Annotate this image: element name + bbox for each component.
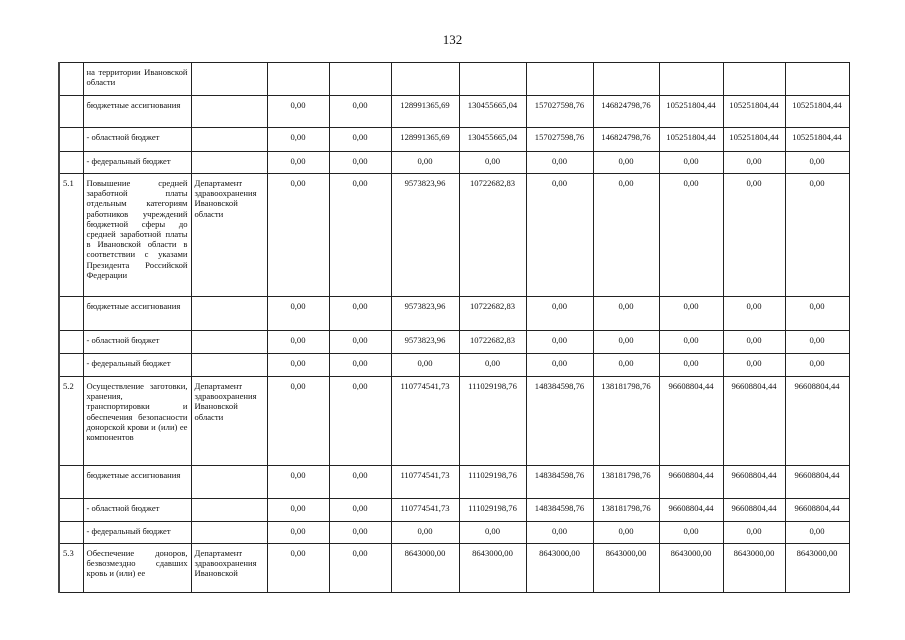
executor <box>191 522 267 544</box>
item-name: - федеральный бюджет <box>83 522 191 544</box>
amount-cell <box>593 63 659 96</box>
amount-cell: 105251804,44 <box>723 96 785 128</box>
table-row <box>59 174 849 297</box>
amount-cell <box>329 63 391 96</box>
amount-cell: 0,00 <box>659 297 723 331</box>
table-row <box>59 128 849 152</box>
amount-cell: 0,00 <box>459 522 526 544</box>
item-name: на территории Ивановской области <box>83 63 191 96</box>
amount-cell: 0,00 <box>659 522 723 544</box>
amount-cell: 0,00 <box>329 499 391 522</box>
amount-cell: 130455665,04 <box>459 128 526 152</box>
amount-cell: 146824798,76 <box>593 128 659 152</box>
item-name: Повышение средней заработной платы отдельным категориям работников учреждений бюджетной сферы до средней заработной платы в Ивановской области в соответствии с указами Президента Российской Федерации <box>83 174 191 297</box>
amount-cell: 0,00 <box>391 522 459 544</box>
amount-cell: 0,00 <box>329 466 391 499</box>
item-number: 5.1 <box>59 174 83 297</box>
amount-cell: 0,00 <box>593 297 659 331</box>
amount-cell: 10722682,83 <box>459 331 526 354</box>
amount-cell: 8643000,00 <box>723 544 785 593</box>
executor <box>191 354 267 377</box>
amount-cell: 0,00 <box>526 354 593 377</box>
amount-cell: 0,00 <box>267 544 329 593</box>
amount-cell: 138181798,76 <box>593 377 659 466</box>
page-number: 132 <box>442 32 463 47</box>
amount-cell <box>526 63 593 96</box>
table-row <box>59 96 849 128</box>
amount-cell <box>659 63 723 96</box>
table-row <box>59 522 849 544</box>
amount-cell: 0,00 <box>329 152 391 174</box>
amount-cell: 8643000,00 <box>391 544 459 593</box>
item-name: - областной бюджет <box>83 331 191 354</box>
amount-cell: 146824798,76 <box>593 96 659 128</box>
amount-cell: 0,00 <box>593 354 659 377</box>
table-row <box>59 152 849 174</box>
amount-cell: 148384598,76 <box>526 377 593 466</box>
amount-cell: 157027598,76 <box>526 128 593 152</box>
amount-cell: 128991365,69 <box>391 128 459 152</box>
executor: Департамент здравоохранения Ивановской области <box>191 174 267 297</box>
amount-cell: 8643000,00 <box>593 544 659 593</box>
amount-cell <box>391 63 459 96</box>
amount-cell: 0,00 <box>723 174 785 297</box>
executor: Департамент здравоохранения Ивановской области <box>191 377 267 466</box>
amount-cell: 0,00 <box>267 152 329 174</box>
amount-cell: 0,00 <box>526 152 593 174</box>
item-number <box>59 499 83 522</box>
item-number: 5.2 <box>59 377 83 466</box>
item-number <box>59 466 83 499</box>
table-row <box>59 331 849 354</box>
executor <box>191 297 267 331</box>
amount-cell: 0,00 <box>329 174 391 297</box>
amount-cell: 0,00 <box>785 152 849 174</box>
amount-cell: 8643000,00 <box>526 544 593 593</box>
executor <box>191 63 267 96</box>
amount-cell: 0,00 <box>723 297 785 331</box>
item-number <box>59 354 83 377</box>
amount-cell: 0,00 <box>267 128 329 152</box>
amount-cell: 105251804,44 <box>659 128 723 152</box>
amount-cell: 96608804,44 <box>785 466 849 499</box>
amount-cell: 0,00 <box>267 499 329 522</box>
amount-cell: 110774541,73 <box>391 466 459 499</box>
amount-cell <box>723 63 785 96</box>
amount-cell: 0,00 <box>593 152 659 174</box>
executor <box>191 96 267 128</box>
amount-cell: 96608804,44 <box>659 499 723 522</box>
amount-cell: 0,00 <box>723 522 785 544</box>
amount-cell: 0,00 <box>723 331 785 354</box>
table-row <box>59 297 849 331</box>
amount-cell: 0,00 <box>391 152 459 174</box>
amount-cell: 10722682,83 <box>459 174 526 297</box>
amount-cell: 0,00 <box>267 522 329 544</box>
amount-cell: 0,00 <box>593 331 659 354</box>
amount-cell: 0,00 <box>459 354 526 377</box>
amount-cell: 0,00 <box>659 174 723 297</box>
amount-cell: 0,00 <box>267 297 329 331</box>
amount-cell: 0,00 <box>267 354 329 377</box>
amount-cell <box>459 63 526 96</box>
amount-cell: 148384598,76 <box>526 499 593 522</box>
amount-cell: 8643000,00 <box>659 544 723 593</box>
amount-cell: 96608804,44 <box>723 466 785 499</box>
executor <box>191 466 267 499</box>
item-number: 5.3 <box>59 544 83 593</box>
table-row <box>59 544 849 593</box>
amount-cell: 0,00 <box>659 354 723 377</box>
amount-cell: 0,00 <box>329 377 391 466</box>
amount-cell: 0,00 <box>329 331 391 354</box>
item-name: - федеральный бюджет <box>83 152 191 174</box>
item-name: - федеральный бюджет <box>83 354 191 377</box>
amount-cell: 105251804,44 <box>785 128 849 152</box>
amount-cell: 130455665,04 <box>459 96 526 128</box>
amount-cell <box>785 63 849 96</box>
item-number <box>59 522 83 544</box>
amount-cell: 111029198,76 <box>459 377 526 466</box>
item-number <box>59 128 83 152</box>
amount-cell <box>267 63 329 96</box>
budget-table <box>58 62 850 593</box>
amount-cell: 0,00 <box>267 174 329 297</box>
amount-cell: 0,00 <box>267 466 329 499</box>
executor <box>191 128 267 152</box>
amount-cell: 96608804,44 <box>659 466 723 499</box>
table-row <box>59 377 849 466</box>
amount-cell: 0,00 <box>267 331 329 354</box>
executor <box>191 152 267 174</box>
amount-cell: 10722682,83 <box>459 297 526 331</box>
amount-cell: 0,00 <box>785 354 849 377</box>
amount-cell: 8643000,00 <box>785 544 849 593</box>
amount-cell: 0,00 <box>785 522 849 544</box>
amount-cell: 0,00 <box>329 96 391 128</box>
amount-cell: 0,00 <box>723 152 785 174</box>
item-name: Обеспечение доноров, безвозмездно сдавших кровь и (или) ее <box>83 544 191 593</box>
amount-cell: 0,00 <box>659 331 723 354</box>
amount-cell: 8643000,00 <box>459 544 526 593</box>
amount-cell: 0,00 <box>267 96 329 128</box>
item-name: - областной бюджет <box>83 499 191 522</box>
item-name: - областной бюджет <box>83 128 191 152</box>
amount-cell: 105251804,44 <box>785 96 849 128</box>
amount-cell: 0,00 <box>785 174 849 297</box>
amount-cell: 0,00 <box>593 174 659 297</box>
amount-cell: 9573823,96 <box>391 297 459 331</box>
table-row <box>59 499 849 522</box>
amount-cell: 148384598,76 <box>526 466 593 499</box>
item-number <box>59 96 83 128</box>
amount-cell: 0,00 <box>267 377 329 466</box>
item-number <box>59 331 83 354</box>
item-name: бюджетные ассигнования <box>83 466 191 499</box>
amount-cell: 0,00 <box>723 354 785 377</box>
executor <box>191 499 267 522</box>
amount-cell: 0,00 <box>391 354 459 377</box>
amount-cell: 0,00 <box>526 522 593 544</box>
item-number <box>59 63 83 96</box>
amount-cell: 96608804,44 <box>659 377 723 466</box>
amount-cell: 0,00 <box>785 297 849 331</box>
amount-cell: 138181798,76 <box>593 499 659 522</box>
amount-cell: 111029198,76 <box>459 466 526 499</box>
amount-cell: 157027598,76 <box>526 96 593 128</box>
amount-cell: 128991365,69 <box>391 96 459 128</box>
table-row <box>59 466 849 499</box>
item-number <box>59 297 83 331</box>
amount-cell: 96608804,44 <box>723 499 785 522</box>
amount-cell: 110774541,73 <box>391 499 459 522</box>
table-row <box>59 63 849 96</box>
executor: Департамент здравоохранения Ивановской <box>191 544 267 593</box>
item-name: бюджетные ассигнования <box>83 297 191 331</box>
amount-cell: 96608804,44 <box>785 499 849 522</box>
amount-cell: 0,00 <box>785 331 849 354</box>
amount-cell: 0,00 <box>329 354 391 377</box>
amount-cell: 9573823,96 <box>391 331 459 354</box>
amount-cell: 110774541,73 <box>391 377 459 466</box>
amount-cell: 0,00 <box>329 522 391 544</box>
item-name: Осуществление заготовки, хранения, транспортировки и обеспечения безопасности донорской крови и (или) ее компонентов <box>83 377 191 466</box>
amount-cell: 96608804,44 <box>785 377 849 466</box>
amount-cell: 0,00 <box>526 331 593 354</box>
amount-cell: 0,00 <box>593 522 659 544</box>
amount-cell: 138181798,76 <box>593 466 659 499</box>
item-number <box>59 152 83 174</box>
amount-cell: 0,00 <box>329 297 391 331</box>
amount-cell: 0,00 <box>329 128 391 152</box>
amount-cell: 0,00 <box>526 174 593 297</box>
amount-cell: 0,00 <box>659 152 723 174</box>
amount-cell: 0,00 <box>329 544 391 593</box>
amount-cell: 96608804,44 <box>723 377 785 466</box>
amount-cell: 105251804,44 <box>659 96 723 128</box>
amount-cell: 0,00 <box>526 297 593 331</box>
amount-cell: 9573823,96 <box>391 174 459 297</box>
table-row <box>59 354 849 377</box>
amount-cell: 0,00 <box>459 152 526 174</box>
executor <box>191 331 267 354</box>
amount-cell: 105251804,44 <box>723 128 785 152</box>
amount-cell: 111029198,76 <box>459 499 526 522</box>
item-name: бюджетные ассигнования <box>83 96 191 128</box>
